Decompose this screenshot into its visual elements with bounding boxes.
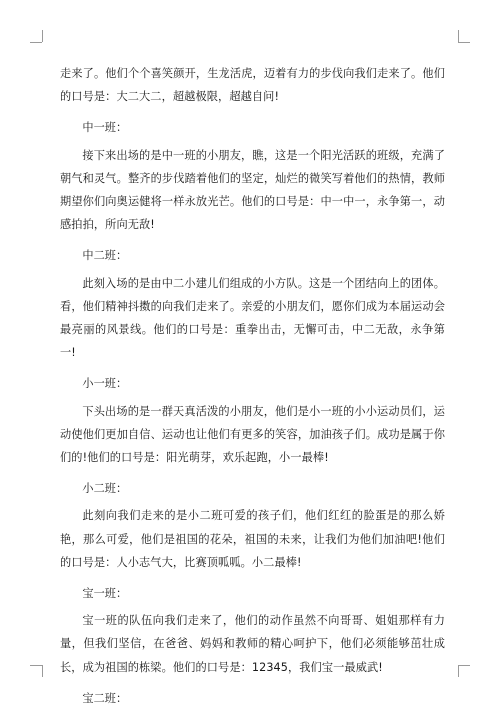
paragraph-xiao-er: 此刻向我们走来的是小二班可爱的孩子们，他们红红的脸蛋是的那么娇艳，那么可爱，他们是祖国的花朵，祖国的未来，让我们为他们加油吧!他们的口号是：人小志气大，比赛顶呱呱。小二最棒! xyxy=(60,509,445,569)
crop-mark-top-right-h xyxy=(458,42,470,43)
crop-mark-bottom-right-h xyxy=(458,665,470,666)
heading-zhong-yi: 中一班： xyxy=(82,121,128,135)
document-body xyxy=(60,62,445,714)
heading-zhong-er: 中二班： xyxy=(82,249,128,263)
crop-mark-top-left-v xyxy=(42,30,43,42)
heading-xiao-yi: 小一班： xyxy=(82,377,128,391)
paragraph-zhong-yi: 接下来出场的是中一班的小朋友，瞧，这是一个阳光活跃的班级，充满了朝气和灵气。整齐的步伐踏着他们的坚定，灿烂的微笑写着他们的热情，教师期望你们向奥运健将一样永放光芒。他们的口号是：中一中一，永争第一，动感拍拍，所向无敌! xyxy=(60,148,445,232)
heading-xiao-er: 小二班： xyxy=(82,482,128,496)
heading-bao-yi: 宝一班： xyxy=(82,587,128,601)
crop-mark-bottom-left-v xyxy=(42,665,43,677)
heading-bao-er: 宝二班： xyxy=(82,691,128,705)
crop-mark-top-left-h xyxy=(30,42,42,43)
paragraph-intro: 走来了。他们个个喜笑颜开，生龙活虎，迈着有力的步伐向我们走来了。他们的口号是：大二大二，超越极限，超越自问! xyxy=(60,67,445,104)
crop-mark-bottom-left-h xyxy=(30,665,42,666)
paragraph-xiao-yi: 下头出场的是一群天真活泼的小朋友，他们是小一班的小小运动员们，运动使他们更加自信、运动也让他们有更多的笑容，加油孩子们。成功是属于你们的!他们的口号是：阳光萌芽，欢乐起跑，小一最棒! xyxy=(60,404,445,465)
crop-mark-top-right-v xyxy=(458,30,459,42)
crop-mark-bottom-right-v xyxy=(458,665,459,677)
paragraph-zhong-er: 此刻入场的是由中二小建儿们组成的小方队。这是一个团结向上的团体。看，他们精神抖擞的向我们走来了。亲爱的小朋友们，愿你们成为本届运动会最亮丽的风景线。他们的口号是：重拳出击，无懈可击，中二无敌，永争第一! xyxy=(60,276,445,360)
paragraph-bao-yi: 宝一班的队伍向我们走来了，他们的动作虽然不向哥哥、姐姐那样有力量，但我们坚信，在爸爸、妈妈和教师的精心呵护下，他们必须能够茁壮成长，成为祖国的栋梁。他们的口号是：12345，我们宝一最威武! xyxy=(60,614,445,674)
